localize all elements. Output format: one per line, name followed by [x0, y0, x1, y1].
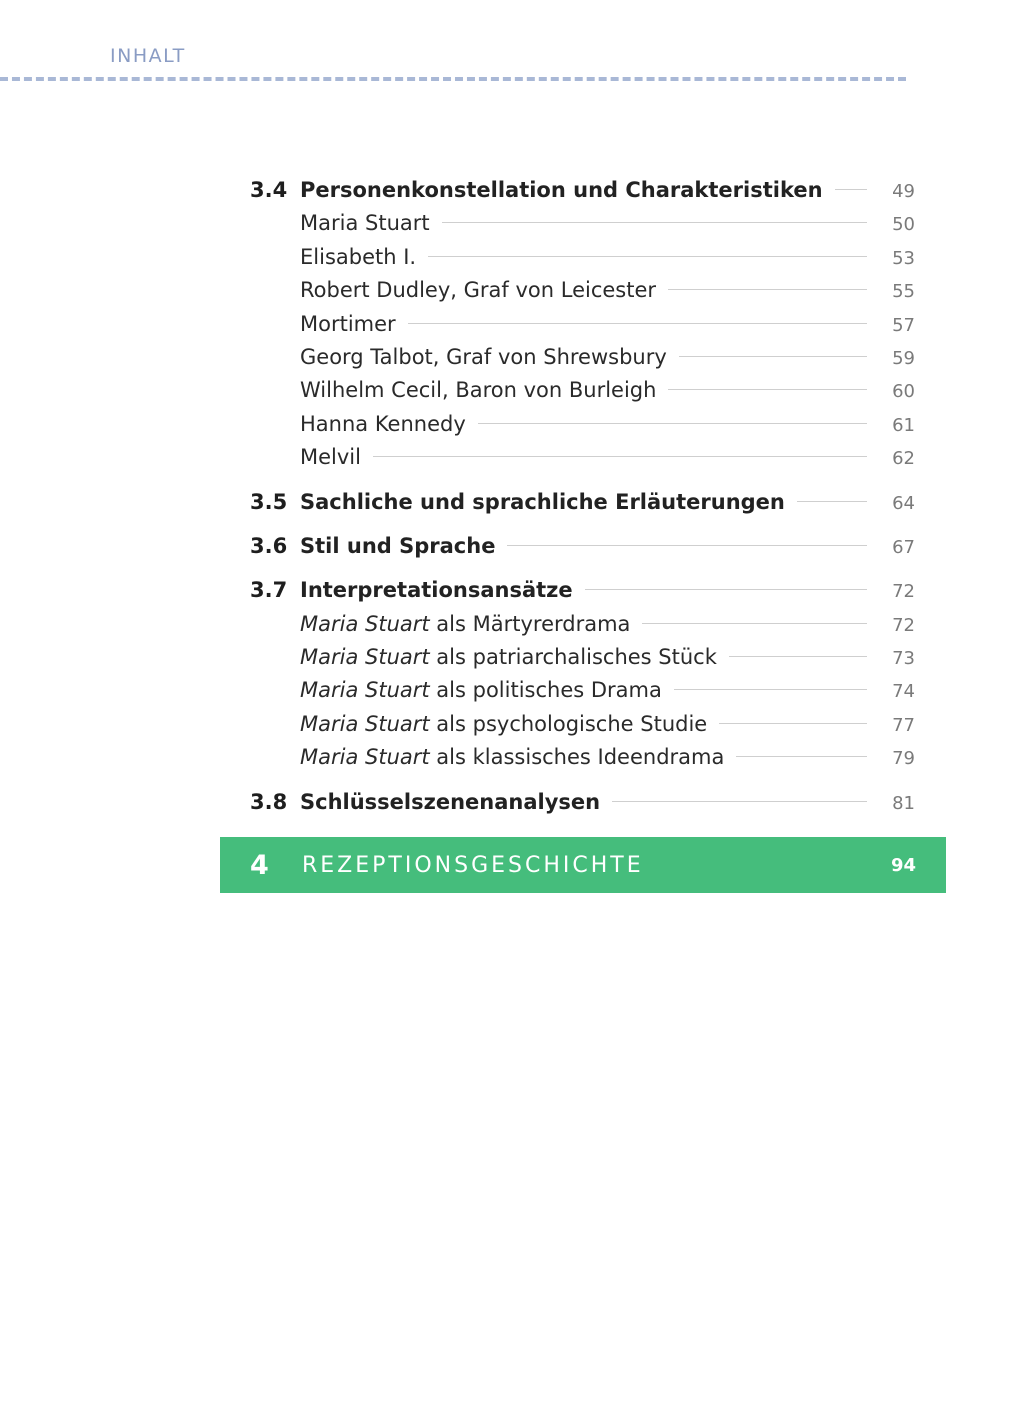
toc-subentry[interactable] [250, 641, 915, 674]
toc-subentry[interactable] [250, 741, 915, 774]
toc-entry-title: Schlüsselszenenanalysen [300, 789, 601, 814]
toc-subentry[interactable] [250, 708, 915, 741]
toc-subentry[interactable] [250, 441, 915, 474]
toc-leader-line [797, 501, 867, 502]
toc-chapter-entry[interactable] [250, 786, 915, 819]
toc-page-number: 57 [892, 314, 915, 336]
toc-page-number: 74 [892, 681, 915, 703]
toc-entry-title-rest: als klassisches Ideendrama [436, 745, 725, 770]
toc-page-number: 62 [892, 448, 915, 470]
toc-page-number: 53 [892, 247, 915, 269]
toc-subentry[interactable] [250, 408, 915, 441]
toc-entry-title [300, 608, 642, 641]
toc-chapter-entry[interactable] [250, 530, 915, 563]
toc-leader-line [736, 756, 867, 757]
header-divider [0, 77, 906, 81]
toc-entry-title: Wilhelm Cecil, Baron von Burleigh [300, 378, 657, 403]
toc-chapter-number: 3.6 [250, 533, 288, 558]
toc-leader-line [442, 222, 867, 223]
toc-leader-line [507, 545, 867, 546]
toc-chapter-entry[interactable] [250, 486, 915, 519]
toc-entry-work-title: Maria Stuart [300, 645, 430, 670]
toc-leader-line [373, 456, 867, 457]
toc-entry-title: Elisabeth I. [300, 244, 417, 269]
toc-subentry[interactable] [250, 241, 915, 274]
toc-leader-line [835, 189, 867, 190]
toc-leader-line [674, 689, 867, 690]
toc-entry-title [300, 641, 729, 674]
toc-chapter-entry[interactable] [250, 174, 915, 207]
toc-subentry[interactable] [250, 608, 915, 641]
toc-entry-title: Personenkonstellation und Charakteristiken [300, 178, 823, 202]
section-title: REZEPTIONSGESCHICHTE [302, 852, 644, 878]
toc-subentry[interactable] [250, 207, 915, 240]
toc-chapter-number: 3.8 [250, 789, 288, 814]
toc-subentry[interactable] [250, 308, 915, 341]
toc-page-number: 55 [892, 281, 915, 303]
toc-page-number: 60 [892, 381, 915, 403]
toc-leader-line [729, 656, 867, 657]
toc-entry-title: Melvil [300, 445, 361, 470]
toc-leader-line [642, 623, 867, 624]
toc-chapter-entry[interactable] [250, 574, 915, 607]
toc-entry-title: Sachliche und sprachliche Erläuterungen [300, 489, 785, 514]
section-page-number: 94 [890, 854, 916, 876]
toc-entry-title-rest: als politisches Drama [436, 678, 662, 703]
toc-page-number: 50 [892, 214, 915, 236]
toc-entry-title-rest: als Märtyrerdrama [436, 611, 631, 636]
toc-subentry[interactable] [250, 674, 915, 707]
section-number: 4 [250, 849, 269, 881]
toc-entry-title-rest: als patriarchalisches Stück [436, 645, 717, 670]
toc-page-number: 81 [892, 792, 915, 814]
toc-page-number: 61 [892, 414, 915, 436]
toc-leader-line [679, 356, 867, 357]
toc-leader-line [478, 423, 867, 424]
toc-entry-title: Stil und Sprache [300, 533, 496, 558]
table-of-contents [250, 174, 915, 819]
toc-leader-line [428, 256, 867, 257]
toc-entry-work-title: Maria Stuart [300, 745, 430, 770]
running-header: INHALT [110, 45, 186, 67]
toc-page-number: 67 [892, 536, 915, 558]
toc-page-number: 73 [892, 648, 915, 670]
toc-chapter-number: 3.4 [250, 178, 288, 202]
toc-leader-line [668, 389, 867, 390]
section-bar[interactable] [220, 837, 946, 893]
toc-subentry[interactable] [250, 274, 915, 307]
toc-entry-work-title: Maria Stuart [300, 711, 430, 736]
toc-entry-title: Hanna Kennedy [300, 411, 466, 436]
toc-page-number: 59 [892, 347, 915, 369]
toc-entry-title [300, 674, 674, 707]
toc-entry-title: Georg Talbot, Graf von Shrewsbury [300, 344, 667, 369]
toc-entry-title: Interpretationsansätze [300, 578, 573, 603]
toc-entry-work-title: Maria Stuart [300, 611, 430, 636]
toc-page-number: 64 [892, 492, 915, 514]
toc-entry-title: Robert Dudley, Graf von Leicester [300, 278, 657, 303]
toc-leader-line [719, 723, 867, 724]
toc-page-number: 49 [892, 181, 915, 202]
toc-entry-title [300, 708, 719, 741]
toc-entry-title [300, 741, 736, 774]
toc-entry-title-rest: als psychologische Studie [436, 711, 708, 736]
toc-subentry[interactable] [250, 341, 915, 374]
toc-entry-title: Maria Stuart [300, 211, 430, 236]
toc-entry-work-title: Maria Stuart [300, 678, 430, 703]
toc-page-number: 77 [892, 714, 915, 736]
toc-page-number: 72 [892, 581, 915, 603]
toc-chapter-number: 3.7 [250, 578, 288, 603]
toc-leader-line [612, 801, 867, 802]
toc-page-number: 72 [892, 614, 915, 636]
toc-chapter-number: 3.5 [250, 489, 288, 514]
toc-subentry[interactable] [250, 374, 915, 407]
toc-leader-line [668, 289, 867, 290]
toc-page-number: 79 [892, 748, 915, 770]
toc-leader-line [585, 589, 867, 590]
toc-leader-line [408, 323, 867, 324]
toc-entry-title: Mortimer [300, 311, 396, 336]
